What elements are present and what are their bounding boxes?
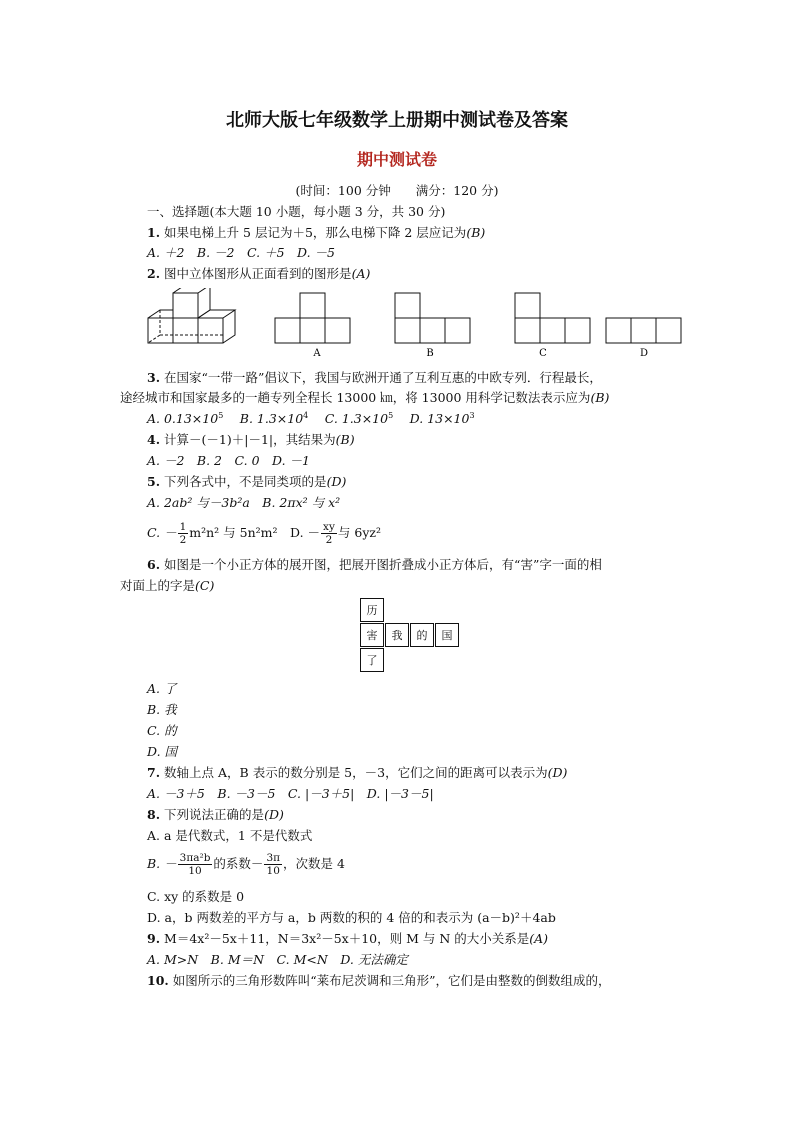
question-9 (147, 931, 548, 947)
exponent: 5 (388, 410, 394, 420)
figure-label-c: C (539, 348, 547, 359)
question-4-options: A. －2 B. 2 C. 0 D. －1 (147, 453, 311, 468)
question-5-option-ab: A. 2ab² 与－3b²a B. 2πx² 与 x² (147, 495, 341, 510)
option-c: C. 1.3×10 (324, 411, 389, 426)
figure-label-d: D (639, 348, 649, 359)
question-1 (147, 225, 485, 241)
denominator: 10 (266, 865, 280, 877)
question-8-option-b (147, 848, 345, 880)
question-text: 计算－(－1)＋|－1|，其结果为 (164, 432, 336, 447)
option-a: A. 0.13×10 (147, 411, 219, 426)
section-heading: 一、选择题(本大题 10 小题，每小题 3 分，共 30 分) (147, 204, 446, 219)
figure-option-a (275, 293, 350, 343)
question-8 (147, 807, 284, 823)
question-text: 数轴上点 A，B 表示的数分别是 5，－3，它们之间的距离可以表示为 (164, 765, 548, 780)
net-cell: 了 (360, 648, 384, 672)
question-number: 4. (147, 432, 161, 447)
question-number: 9. (147, 931, 161, 946)
solid-figure (148, 288, 235, 343)
question-number: 7. (147, 765, 161, 780)
question-text: 如图是一个小正方体的展开图，把展开图折叠成小正方体后，有“害”字一面的相 (164, 557, 602, 572)
question-number: 2. (147, 266, 161, 281)
question-5-option-cd (147, 518, 381, 548)
question-number: 6. (147, 557, 161, 572)
net-cell: 历 (360, 598, 384, 622)
question-3-line-2 (120, 390, 609, 406)
question-text: 对面上的字是 (120, 578, 196, 593)
option-b: B. － (147, 856, 177, 871)
exponent: 4 (303, 410, 309, 420)
answer: (B) (466, 225, 486, 240)
question-text: 图中立体图形从正面看到的图形是 (164, 266, 352, 281)
answer: (D) (547, 765, 568, 780)
question-1-options: A. ＋2 B. －2 C. ＋5 D. －5 (147, 245, 336, 260)
fraction (321, 521, 337, 546)
denominator: 10 (188, 865, 202, 877)
numerator: xy (323, 521, 335, 533)
denominator: 2 (179, 534, 187, 546)
numerator: 1 (179, 521, 187, 533)
net-cell: 害 (360, 623, 384, 647)
answer: (D) (264, 807, 284, 822)
question-text: 如图所示的三角形数阵叫“莱布尼茨调和三角形”，它们是由整数的倒数组成的， (172, 973, 611, 988)
question-text: 下列说法正确的是 (164, 807, 265, 822)
denominator: 2 (325, 534, 333, 546)
question-6-option-a: A. 了 (147, 681, 177, 696)
figure-option-c (515, 293, 590, 343)
fraction (264, 852, 282, 877)
question-text: 在国家“一带一路”倡议下，我国与欧洲开通了互利互惠的中欧专列．行程最长， (164, 370, 602, 385)
question-10 (147, 973, 611, 989)
question-text: M＝4x²－5x＋11，N＝3x²－5x＋10，则 M 与 N 的大小关系是 (164, 931, 530, 946)
question-number: 10. (147, 973, 169, 988)
option-d: D. 13×10 (409, 411, 470, 426)
exponent: 5 (218, 410, 224, 420)
exam-info: (时间：100 分钟 满分：120 分) (295, 183, 499, 198)
question-8-option-d: D. a，b 两数差的平方与 a，b 两数的积的 4 倍的和表示为 (a－b)²＋4ab (147, 910, 556, 925)
question-6-line-2 (120, 578, 214, 594)
answer: (B) (335, 432, 355, 447)
exam-title: 期中测试卷 (356, 150, 437, 169)
answer: (B) (590, 390, 610, 405)
question-5 (147, 474, 346, 490)
fraction (178, 852, 213, 877)
question-4 (147, 432, 355, 448)
net-cell: 的 (410, 623, 434, 647)
question-7-options: A. －3＋5 B. －3－5 C. |－3＋5| D. |－3－5| (147, 786, 434, 801)
figure-label-b: B (426, 348, 434, 359)
option-c-suffix: m²n² 与 5n²m² D. － (189, 525, 321, 540)
fraction (178, 521, 189, 546)
question-6-option-b: B. 我 (147, 702, 177, 717)
option-b-suffix: ，次数是 4 (283, 856, 345, 871)
question-8-option-c: C. xy 的系数是 0 (147, 889, 245, 904)
figure-label-a: A (313, 348, 321, 359)
question-number: 8. (147, 807, 161, 822)
question-number: 3. (147, 370, 161, 385)
option-d-suffix: 与 6yz² (337, 525, 381, 540)
figure-option-b (395, 293, 470, 343)
question-6-option-d: D. 国 (147, 744, 178, 759)
net-cell: 我 (385, 623, 409, 647)
option-b-mid: 的系数－ (213, 856, 264, 871)
question-2 (147, 266, 370, 282)
question-7 (147, 765, 567, 781)
question-text: 途经城市和国家最多的一趟专列全程长 13000 ㎞，将 13000 用科学记数法表示应为 (120, 390, 591, 405)
answer: (D) (326, 474, 347, 489)
question-3 (147, 370, 602, 386)
exponent: 3 (469, 410, 475, 420)
answer: (A) (351, 266, 371, 281)
option-b: B. 1.3×10 (239, 411, 304, 426)
net-cell: 国 (435, 623, 459, 647)
question-number: 1. (147, 225, 161, 240)
figure-option-d (606, 318, 681, 343)
question-text: 下列各式中，不是同类项的是 (164, 474, 327, 489)
question-6 (147, 557, 602, 573)
question-6-option-c: C. 的 (147, 723, 177, 738)
question-9-options: A. M>N B. M＝N C. M<N D. 无法确定 (147, 952, 408, 967)
option-c: C. － (147, 525, 177, 540)
question-3-options (147, 411, 475, 427)
document-title: 北师大版七年级数学上册期中测试卷及答案 (226, 110, 568, 131)
question-2-figures (140, 288, 700, 360)
question-number: 5. (147, 474, 161, 489)
numerator: 3π (266, 852, 281, 864)
question-8-option-a: A. a 是代数式，1 不是代数式 (147, 828, 313, 843)
answer: (C) (195, 578, 215, 593)
numerator: 3πa²b (179, 852, 211, 864)
answer: (A) (529, 931, 549, 946)
question-text: 如果电梯上升 5 层记为＋5，那么电梯下降 2 层应记为 (164, 225, 467, 240)
